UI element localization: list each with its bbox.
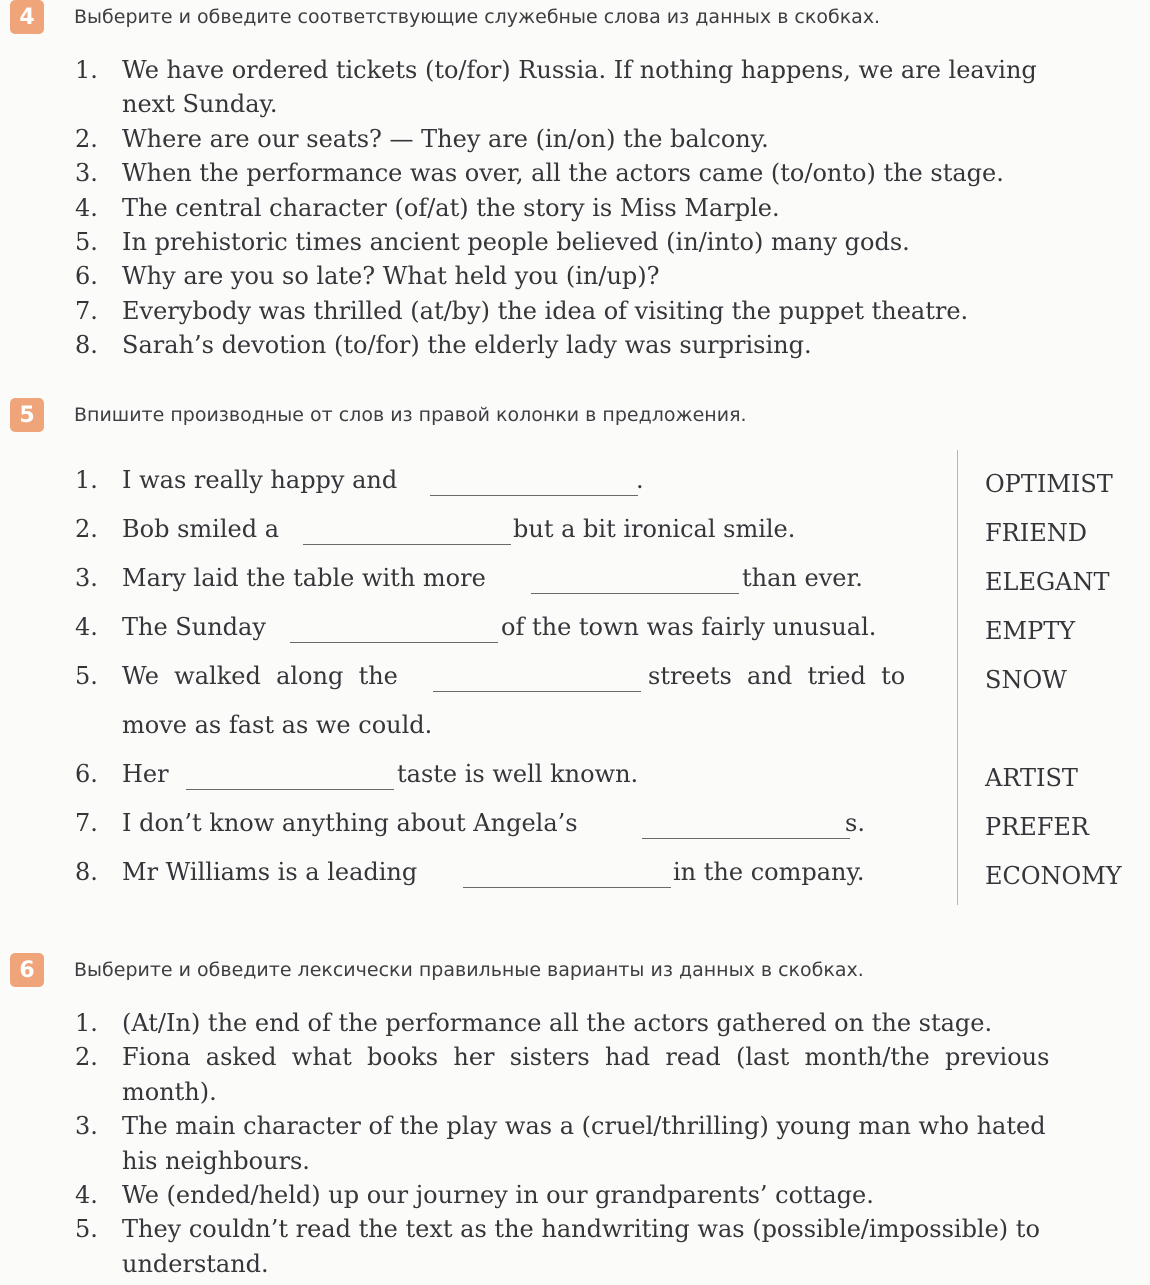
item-text-line: Where are our seats? — They are (in/on) the balcony.	[122, 124, 769, 153]
item-number: 4.	[75, 613, 98, 641]
sentence-end: than ever.	[742, 564, 863, 592]
exercise-6-list	[75, 1006, 1145, 1281]
list-item	[75, 1109, 1145, 1178]
item-number: 2.	[75, 124, 98, 153]
item-text-line: The central character (of/at) the story is Miss Marple.	[122, 193, 780, 222]
exercise-instruction: Впишите производные от слов из правой колонки в предложения.	[74, 404, 747, 426]
answer-blank[interactable]	[290, 642, 498, 643]
item-number: 2.	[75, 515, 98, 543]
sentence-start: We walked along the	[122, 662, 398, 690]
sentence-start: Mr Williams is a leading	[122, 858, 418, 886]
item-text	[122, 156, 1145, 190]
list-item	[75, 328, 1145, 362]
item-text-line: The main character of the play was a (cruel/thrilling) young man who hated	[122, 1112, 1046, 1141]
list-item	[75, 852, 935, 892]
item-text-line: his neighbours.	[122, 1146, 310, 1175]
item-text	[122, 225, 1145, 259]
item-text-line: Sarah’s devotion (to/for) the elderly lady was surprising.	[122, 331, 812, 360]
exercise-6-header	[10, 953, 864, 987]
list-item-continuation	[75, 705, 935, 745]
root-word: FRIEND	[985, 519, 1087, 547]
item-number: 7.	[75, 296, 98, 325]
item-text-line: month).	[122, 1077, 217, 1106]
root-word: SNOW	[985, 666, 1067, 694]
root-word: ELEGANT	[985, 568, 1110, 596]
item-number: 3.	[75, 159, 98, 188]
item-text	[122, 1006, 1145, 1040]
item-number: 8.	[75, 858, 98, 886]
item-number: 3.	[75, 564, 98, 592]
item-text-line: (At/In) the end of the performance all the actors gathered on the stage.	[122, 1009, 993, 1037]
sentence-continuation: move as fast as we could.	[122, 711, 433, 739]
list-item	[75, 656, 935, 696]
item-text	[122, 191, 1145, 225]
list-item	[75, 1178, 1145, 1212]
item-number: 1.	[75, 56, 98, 84]
item-number: 7.	[75, 809, 98, 837]
list-item	[75, 509, 935, 549]
item-text-line: next Sunday.	[122, 90, 278, 119]
sentence-end: .	[636, 466, 644, 494]
answer-blank[interactable]	[430, 495, 638, 496]
sentence-end: taste is well known.	[397, 760, 639, 788]
item-text-line: In prehistoric times ancient people believed (in/into) many gods.	[122, 228, 910, 257]
item-text-line: We have ordered tickets (to/for) Russia. If nothing happens, we are leaving	[122, 56, 1037, 84]
item-text	[122, 1178, 1145, 1212]
item-text-line: Fiona asked what books her sisters had read (last month/the previous	[122, 1043, 1050, 1072]
item-text	[122, 122, 1145, 156]
sentence-start: The Sunday	[122, 613, 266, 641]
item-text	[122, 1109, 1145, 1178]
list-item	[75, 294, 1145, 328]
exercise-number-badge: 4	[10, 0, 44, 34]
sentence-end: s.	[845, 809, 865, 837]
item-text-line: They couldn’t read the text as the handwriting was (possible/impossible) to	[122, 1215, 1040, 1244]
list-item	[75, 259, 1145, 293]
item-text	[122, 1040, 1145, 1109]
list-item	[75, 191, 1145, 225]
sentence-start: Her	[122, 760, 169, 788]
exercise-number-badge: 5	[10, 398, 44, 432]
sentence-start: I was really happy and	[122, 466, 398, 494]
sentence-end: in the company.	[673, 858, 865, 886]
exercise-5-header	[10, 398, 747, 432]
list-item	[75, 607, 935, 647]
list-item	[75, 803, 935, 843]
answer-blank[interactable]	[642, 838, 850, 839]
root-word: EMPTY	[985, 617, 1076, 645]
root-word: ECONOMY	[985, 862, 1122, 890]
sentence-end: streets and tried to	[648, 662, 906, 690]
item-text	[122, 294, 1145, 328]
list-item	[75, 1006, 1145, 1040]
item-number: 5.	[75, 662, 98, 690]
root-word: PREFER	[985, 813, 1089, 841]
item-text-line: Everybody was thrilled (at/by) the idea of visiting the puppet theatre.	[122, 296, 969, 325]
root-word: OPTIMIST	[985, 470, 1113, 498]
list-item	[75, 558, 935, 598]
item-text-line: understand.	[122, 1249, 269, 1278]
item-text	[122, 328, 1145, 362]
list-item	[75, 460, 935, 500]
answer-blank[interactable]	[463, 887, 671, 888]
item-number: 5.	[75, 228, 98, 257]
sentence-start: I don’t know anything about Angela’s	[122, 809, 578, 837]
item-text	[122, 259, 1145, 293]
item-number: 2.	[75, 1043, 98, 1072]
exercise-number-badge: 6	[10, 953, 44, 987]
list-item	[75, 122, 1145, 156]
sentence-start: Mary laid the table with more	[122, 564, 486, 592]
list-item	[75, 225, 1145, 259]
item-number: 3.	[75, 1112, 98, 1141]
column-divider	[957, 450, 958, 905]
item-number: 1.	[75, 466, 98, 494]
item-number: 8.	[75, 331, 98, 360]
item-text-line: When the performance was over, all the actors came (to/onto) the stage.	[122, 159, 1004, 188]
item-number: 4.	[75, 1181, 98, 1210]
list-item	[75, 754, 935, 794]
sentence-end: but a bit ironical smile.	[513, 515, 796, 543]
root-word: ARTIST	[985, 764, 1078, 792]
answer-blank[interactable]	[531, 593, 739, 594]
item-text	[122, 53, 1145, 122]
answer-blank[interactable]	[303, 544, 511, 545]
exercise-instruction: Выберите и обведите соответствующие служебные слова из данных в скобках.	[74, 6, 881, 28]
sentence-start: Bob smiled a	[122, 515, 280, 543]
item-text-line: We (ended/held) up our journey in our grandparents’ cottage.	[122, 1181, 874, 1210]
list-item	[75, 156, 1145, 190]
item-number: 5.	[75, 1215, 98, 1244]
item-number: 6.	[75, 760, 98, 788]
sentence-end: of the town was fairly unusual.	[501, 613, 877, 641]
item-number: 4.	[75, 193, 98, 222]
exercise-instruction: Выберите и обведите лексически правильные варианты из данных в скобках.	[74, 959, 864, 981]
answer-blank[interactable]	[186, 789, 394, 790]
exercise-4-list	[75, 53, 1145, 363]
list-item	[75, 1040, 1145, 1109]
list-item	[75, 53, 1145, 122]
item-text	[122, 1212, 1145, 1281]
exercise-4-header	[10, 0, 880, 34]
answer-blank[interactable]	[433, 691, 641, 692]
item-number: 1.	[75, 1009, 98, 1037]
item-text-line: Why are you so late? What held you (in/up)?	[122, 262, 660, 291]
item-number: 6.	[75, 262, 98, 291]
list-item	[75, 1212, 1145, 1281]
